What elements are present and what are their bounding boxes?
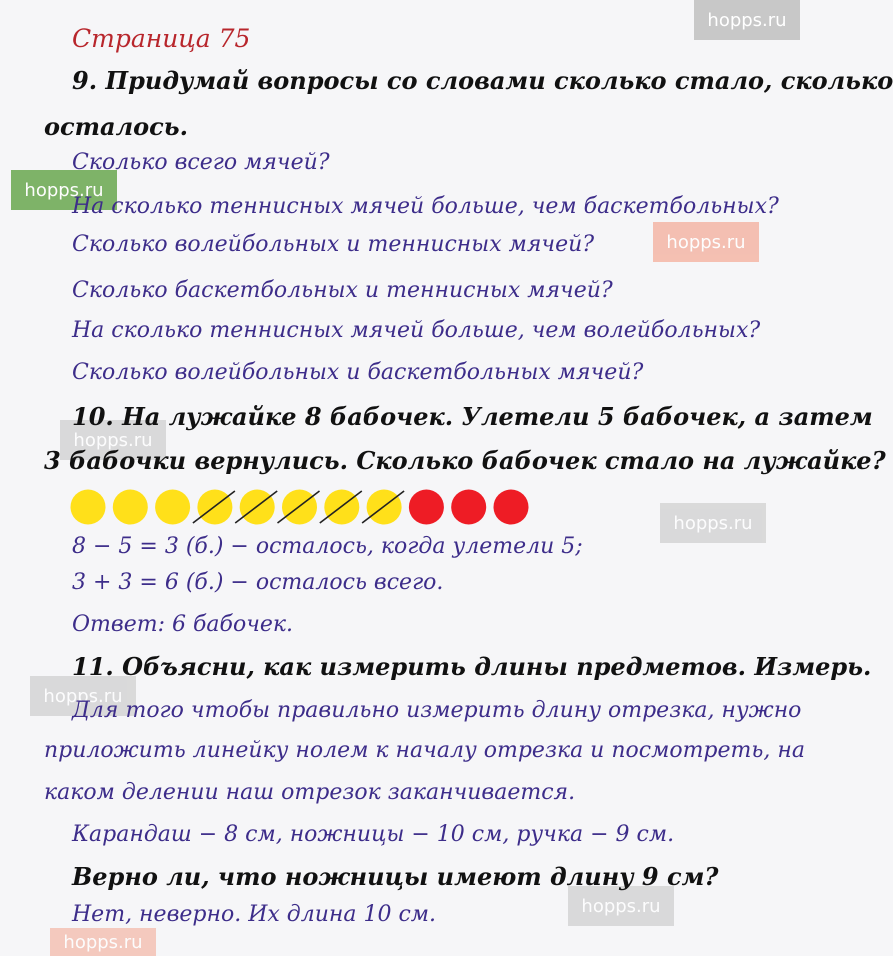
task9-answer-5: На сколько теннисных мячей больше, чем волейбольных? (72, 318, 761, 343)
watermark: hopps.ru (11, 170, 117, 210)
task11-explanation-line3: каком делении наш отрезок заканчивается. (44, 780, 576, 805)
task10-question-line2: 3 бабочки вернулись. Сколько бабочек стало на лужайке? (44, 446, 886, 475)
yellow-circle (113, 490, 148, 525)
task9-answer-1: Сколько всего мячей? (72, 150, 330, 175)
red-circle (451, 490, 486, 525)
task11-explanation-line2: приложить линейку нолем к началу отрезка и посмотреть, на (44, 738, 805, 763)
task11-question2: Верно ли, что ножницы имеют длину 9 см? (72, 862, 719, 891)
red-circle (409, 490, 444, 525)
task9-answer-2: На сколько теннисных мячей больше, чем баскетбольных? (72, 194, 779, 219)
task9-answer-4: Сколько баскетбольных и теннисных мячей? (72, 278, 613, 303)
task11-explanation-line1: Для того чтобы правильно измерить длину отрезка, нужно (72, 698, 802, 723)
task10-answer: Ответ: 6 бабочек. (72, 612, 294, 637)
task9-question-line1: 9. Придумай вопросы со словами сколько стало, сколько (72, 66, 893, 95)
watermark: hopps.ru (30, 676, 136, 716)
yellow-circle (71, 490, 106, 525)
watermark: hopps.ru (50, 928, 156, 956)
watermark: hopps.ru (660, 503, 766, 543)
task9-question-line2: осталось. (44, 112, 188, 141)
task11-answer2: Нет, неверно. Их длина 10 см. (72, 902, 437, 927)
butterfly-circles (68, 484, 548, 530)
watermark: hopps.ru (694, 0, 800, 40)
yellow-circle (155, 490, 190, 525)
task11-measurements: Карандаш − 8 см, ножницы − 10 см, ручка − 9 см. (72, 822, 675, 847)
task11-question: 11. Объясни, как измерить длины предметов. Измерь. (72, 652, 872, 681)
page-title: Страница 75 (72, 24, 251, 53)
task10-question-line1: 10. На лужайке 8 бабочек. Улетели 5 бабочек, а затем (72, 402, 873, 431)
watermark: hopps.ru (568, 886, 674, 926)
task9-answer-6: Сколько волейбольных и баскетбольных мячей? (72, 360, 644, 385)
task10-solution-line1: 8 − 5 = 3 (б.) − осталось, когда улетели 5; (72, 534, 583, 559)
task9-answer-3: Сколько волейбольных и теннисных мячей? (72, 232, 595, 257)
task10-solution-line2: 3 + 3 = 6 (б.) − осталось всего. (72, 570, 444, 595)
watermark: hopps.ru (653, 222, 759, 262)
red-circle (494, 490, 529, 525)
watermark: hopps.ru (60, 420, 166, 460)
